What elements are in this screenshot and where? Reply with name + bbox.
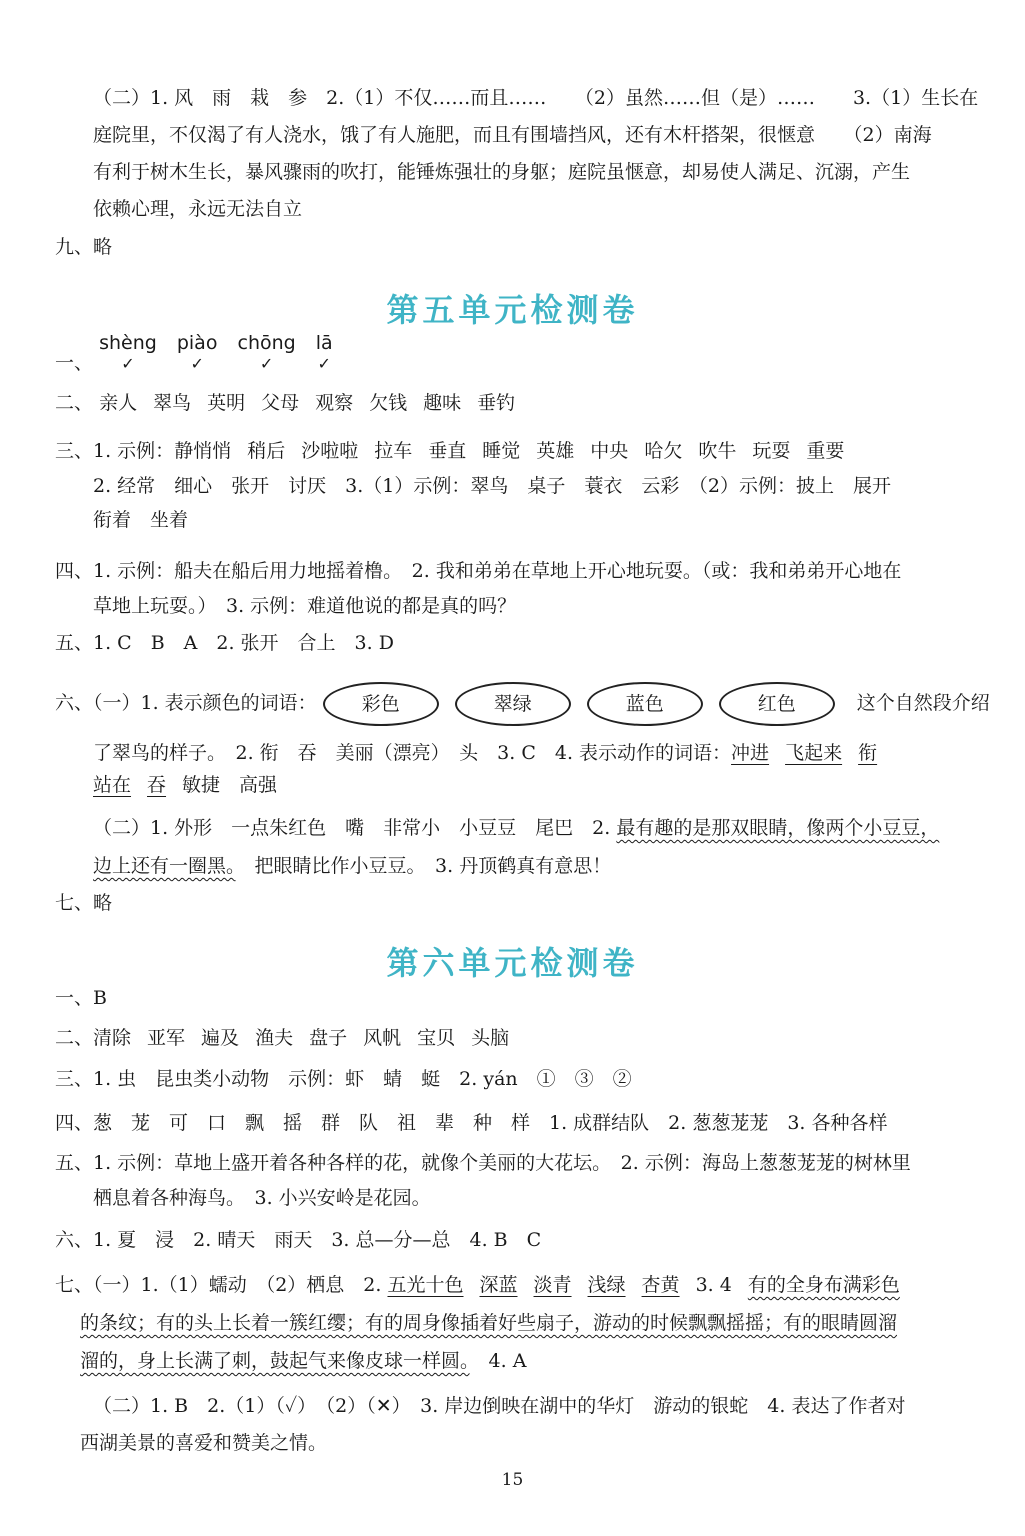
circled-word: 蓝色 bbox=[587, 682, 703, 726]
q-label: 二、 bbox=[55, 392, 94, 414]
pinyin-item: chōng ✓ bbox=[237, 332, 296, 373]
word: 重要 bbox=[806, 440, 845, 462]
word: 头脑 bbox=[471, 1027, 510, 1049]
word: 睡觉 bbox=[482, 440, 521, 462]
word: 沙啦啦 bbox=[301, 440, 359, 462]
wavy-underlined-text: 最有趣的是那双眼睛，像两个小豆豆， bbox=[616, 817, 940, 839]
unit6-title: 第六单元检测卷 bbox=[386, 944, 639, 982]
word: 观察 bbox=[315, 392, 354, 414]
unit5-title: 第五单元检测卷 bbox=[386, 291, 639, 329]
u5-q4-line2: 草地上玩耍。） 3. 示例：难道他说的都是真的吗？ bbox=[93, 595, 517, 617]
u5-q4-line1: 四、1. 示例：船夫在船后用力地摇着橹。 2. 我和弟弟在草地上开心地玩耍。（或：我和弟弟开心地在 bbox=[55, 560, 902, 582]
word: 趣味 bbox=[423, 392, 462, 414]
underlined-word: 衔 bbox=[858, 742, 878, 764]
q-text: （二）1. 外形 一点朱红色 嘴 非常小 小豆豆 尾巴 2. bbox=[93, 817, 617, 839]
word: 盘子 bbox=[309, 1027, 348, 1049]
underlined-word: 浅绿 bbox=[587, 1274, 626, 1296]
wavy-underlined-text: 有的全身布满彩色 bbox=[747, 1274, 900, 1296]
q-label: 三、 bbox=[55, 440, 94, 462]
pinyin-item: lā ✓ bbox=[315, 332, 333, 373]
word: 宝贝 bbox=[417, 1027, 456, 1049]
underlined-word: 飞起来 bbox=[785, 742, 843, 764]
q-text: 敏捷 高强 bbox=[182, 774, 278, 796]
answer-line: 有利于树木生长，暴风骤雨的吹打，能锤炼强壮的身躯；庭院虽惬意，却易使人满足、沉溺，产生 bbox=[93, 161, 911, 183]
q-text: 七、（一）1.（1）蠕动 （2）栖息 2. bbox=[55, 1274, 388, 1296]
u6-q1: 一、B bbox=[55, 987, 107, 1009]
word: 渔夫 bbox=[255, 1027, 294, 1049]
u6-q3: 三、1. 虫 昆虫类小动物 示例：虾 蜻 蜓 2. yán ① ③ ② bbox=[55, 1068, 632, 1090]
underlined-word: 站在 bbox=[93, 774, 132, 796]
u6-q7-line3 bbox=[80, 1348, 526, 1374]
word: 英明 bbox=[207, 392, 246, 414]
word: 垂直 bbox=[428, 440, 467, 462]
u6-q7-line2 bbox=[80, 1310, 897, 1336]
underlined-word: 杏黄 bbox=[641, 1274, 680, 1296]
u5-q6-line2 bbox=[93, 740, 877, 766]
underlined-word: 淡青 bbox=[533, 1274, 572, 1296]
u5-q3-line3: 衔着 坐着 bbox=[93, 509, 189, 531]
underlined-word: 五光十色 bbox=[387, 1274, 464, 1296]
answer-line: 依赖心理，永远无法自立 bbox=[93, 198, 303, 220]
u5-q6b-line2 bbox=[93, 853, 611, 879]
word: 亲人 bbox=[99, 392, 138, 414]
circled-word: 翠绿 bbox=[455, 682, 571, 726]
word: 玩耍 bbox=[752, 440, 791, 462]
word: 翠鸟 bbox=[153, 392, 192, 414]
word: 英雄 bbox=[536, 440, 575, 462]
answer-line: 庭院里，不仅渴了有人浇水，饿了有人施肥，而且有围墙挡风，还有木杆搭架，很惬意 （2）南海 bbox=[93, 124, 932, 146]
u6-q7b-line2: 西湖美景的喜爱和赞美之情。 bbox=[80, 1432, 328, 1454]
underlined-word: 吞 bbox=[147, 774, 167, 796]
wavy-underlined-text: 的条纹；有的头上长着一簇红缨；有的周身像插着好些扇子，游动的时候飘飘摇摇；有的眼睛圆溜 bbox=[80, 1312, 898, 1334]
underlined-word: 深蓝 bbox=[479, 1274, 518, 1296]
watermark-logo bbox=[850, 1490, 1020, 1534]
u6-q7b-line1: （二）1. B 2.（1）（✓） （2）（✕） 3. 岸边倒映在湖中的华灯 游动的银蛇 4. 表达了作者对 bbox=[93, 1395, 906, 1417]
q-text: 了翠鸟的样子。 2. 衔 吞 美丽（漂亮） 头 3. C 4. 表示动作的词语： bbox=[93, 742, 732, 764]
u6-q7-line1 bbox=[55, 1272, 900, 1298]
answer-line: （二）1. 风 雨 栽 参 2.（1）不仅……而且…… （2）虽然……但（是）…… 3.（1）生长在 bbox=[93, 87, 979, 109]
pinyin-item: piào ✓ bbox=[176, 332, 218, 373]
check-icon: ✓ bbox=[121, 354, 135, 373]
word: 中央 bbox=[590, 440, 629, 462]
q-text: 把眼睛比作小豆豆。 3. 丹顶鹤真有意思！ bbox=[254, 855, 612, 877]
u6-q5-line2: 栖息着各种海鸟。 3. 小兴安岭是花园。 bbox=[93, 1187, 431, 1209]
word: 父母 bbox=[261, 392, 300, 414]
word: 哈欠 bbox=[644, 440, 683, 462]
q-text: 3. 4 bbox=[695, 1274, 732, 1296]
q-text: 4. A bbox=[488, 1350, 527, 1372]
u6-q4: 四、葱 茏 可 口 飘 摇 群 队 祖 辈 种 样 1. 成群结队 2. 葱葱茏茏 3. 各种各样 bbox=[55, 1112, 888, 1134]
circled-word: 红色 bbox=[719, 682, 835, 726]
wavy-underlined-text: 边上还有一圈黑。 bbox=[93, 855, 236, 877]
word: 欠钱 bbox=[369, 392, 408, 414]
word: 垂钓 bbox=[477, 392, 516, 414]
u5-q6-line3 bbox=[93, 772, 277, 798]
word: 拉车 bbox=[374, 440, 413, 462]
check-icon: ✓ bbox=[259, 354, 274, 373]
u5-q3-line2: 2. 经常 细心 张开 讨厌 3.（1）示例：翠鸟 桌子 蓑衣 云彩 （2）示例：披上 展开 bbox=[93, 475, 891, 497]
wavy-underlined-text: 溜的，身上长满了刺，鼓起气来像皮球一样圆。 bbox=[80, 1350, 470, 1372]
u5-q6b-line1 bbox=[93, 815, 939, 841]
u5-q6-line1 bbox=[55, 680, 990, 726]
word: 稍后 bbox=[247, 440, 286, 462]
check-icon: ✓ bbox=[317, 354, 331, 373]
word: 遍及 bbox=[201, 1027, 240, 1049]
u6-q5-line1: 五、1. 示例：草地上盛开着各种各样的花，就像个美丽的大花坛。 2. 示例：海岛上葱葱茏茏的树林里 bbox=[55, 1152, 911, 1174]
word: 静悄悄 bbox=[174, 440, 232, 462]
underlined-word: 冲进 bbox=[731, 742, 770, 764]
u5-q7: 七、略 bbox=[55, 892, 113, 914]
circled-word: 彩色 bbox=[323, 682, 439, 726]
u5-q1-label: 一、 bbox=[55, 352, 94, 374]
word: 清除 bbox=[93, 1027, 132, 1049]
u5-q3-line1 bbox=[55, 438, 860, 464]
q-suffix: 这个自然段介绍 bbox=[856, 692, 990, 714]
word: 亚军 bbox=[147, 1027, 186, 1049]
u5-q5: 五、1. C B A 2. 张开 合上 3. D bbox=[55, 632, 394, 654]
answer-line: 九、略 bbox=[55, 236, 113, 258]
q-label: 二、 bbox=[55, 1027, 94, 1049]
u6-q2 bbox=[55, 1025, 525, 1051]
word: 风帆 bbox=[363, 1027, 402, 1049]
page-number: 15 bbox=[501, 1470, 524, 1490]
check-icon: ✓ bbox=[190, 354, 204, 373]
u6-q6: 六、1. 夏 浸 2. 晴天 雨天 3. 总—分—总 4. B C bbox=[55, 1229, 542, 1251]
u5-q1 bbox=[55, 330, 347, 376]
q-prefix: 1. 示例： bbox=[93, 440, 175, 462]
word: 吹牛 bbox=[698, 440, 737, 462]
pinyin-item: shèng ✓ bbox=[99, 332, 157, 373]
u5-q2 bbox=[55, 390, 531, 416]
q-prefix: 六、（一）1. 表示颜色的词语： bbox=[55, 692, 317, 714]
